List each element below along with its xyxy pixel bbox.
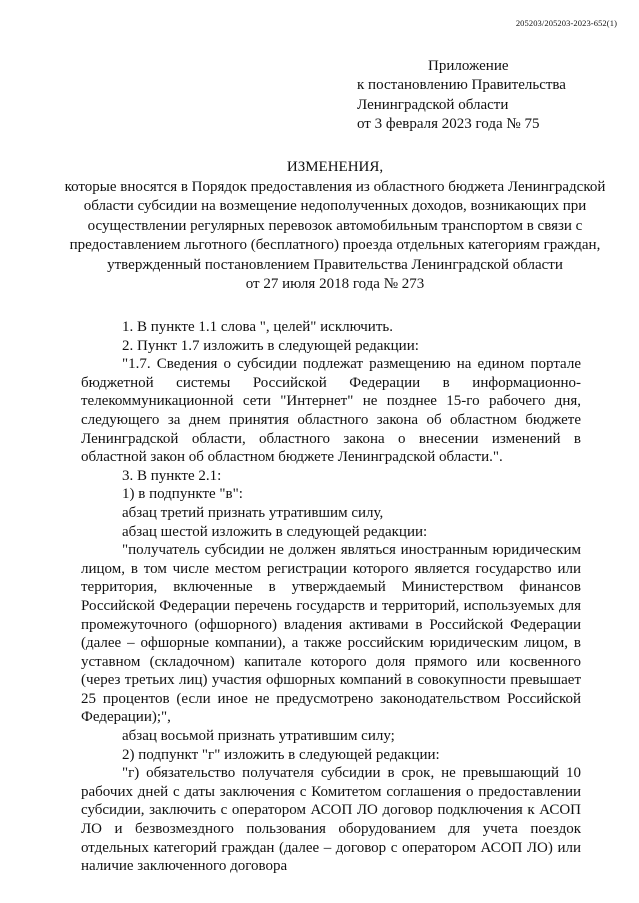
document-body <box>81 318 581 876</box>
appendix-block <box>357 57 566 135</box>
paragraph: 1) в подпункте "в": <box>122 486 243 503</box>
paragraph: 1. В пункте 1.1 слова ", целей" исключить. <box>122 319 393 335</box>
document-title-date: от 27 июля 2018 года № 273 <box>245 276 425 292</box>
paragraph: "1.7. Сведения о субсидии подлежат размещению на едином портале бюджетной системы Российской Федерации в информационно-телекоммуникационной сети "Интернет" не позднее 15-го рабочего дня, следующего за днем принятия областного закона об областном бюджете Ленинградской области, областного закона о внесении изменений в областной закон об областном бюджете Ленинградской области.". <box>81 356 581 466</box>
paragraph: абзац третий признать утратившим силу, <box>122 504 384 521</box>
paragraph: "г) обязательство получателя субсидии в срок, не превышающий 10 рабочих дней с даты заключения с Комитетом соглашения о предоставлении субсидии, заключить с оператором АСОП ЛО договор подключения к АСОП ЛО и безвозмездного пользования оборудованием для учета поездок отдельных категорий граждан (далее – договор с оператором АСОП ЛО) или наличие заключенного договора <box>81 765 581 875</box>
document-id: 205203/205203-2023-652(1) <box>515 18 617 28</box>
paragraph: "получатель субсидии не должен являться иностранным юридическим лицом, в том числе местом регистрации которого является государство или территория, включенные в утверждаемый Министерством финансов Российской Федерации перечень государств и территорий, используемых для промежуточного (офшорного) владения активами в Российской Федерации (далее – офшорные компании), а также российским юридическим лицом, в уставном (складочном) капитале которого доля прямого или косвенного (через третьих лиц) участия офшорных компаний в совокупности превышает 25 процентов (если иное не предусмотрено законодательством Российской Федерации);", <box>81 542 581 726</box>
appendix-date: от 3 февраля 2023 года № 75 <box>357 116 540 133</box>
paragraph: 2. Пункт 1.7 изложить в следующей редакции: <box>122 337 419 354</box>
appendix-line: к постановлению Правительства <box>357 77 566 94</box>
appendix-title: Приложение <box>428 58 509 74</box>
paragraph: 2) подпункт "г" изложить в следующей редакции: <box>122 746 440 763</box>
paragraph: абзац восьмой признать утратившим силу; <box>122 728 395 745</box>
paragraph: 3. В пункте 2.1: <box>122 467 222 484</box>
document-heading: ИЗМЕНЕНИЯ, <box>286 159 384 175</box>
document-description: которые вносятся в Порядок предоставления из областного бюджета Ленинградской области субсидии на возмещение недополученных доходов, возникающих при осуществлении регулярных перевозок автомобильным транспортом в связи с предоставлением льготного (бесплатного) проезда отдельных категориям граждан, утвержденный постановлением Правительства Ленинградской области <box>64 178 606 273</box>
paragraph: абзац шестой изложить в следующей редакции: <box>122 523 428 540</box>
appendix-line: Ленинградской области <box>357 96 509 113</box>
document-title-block <box>40 158 630 295</box>
